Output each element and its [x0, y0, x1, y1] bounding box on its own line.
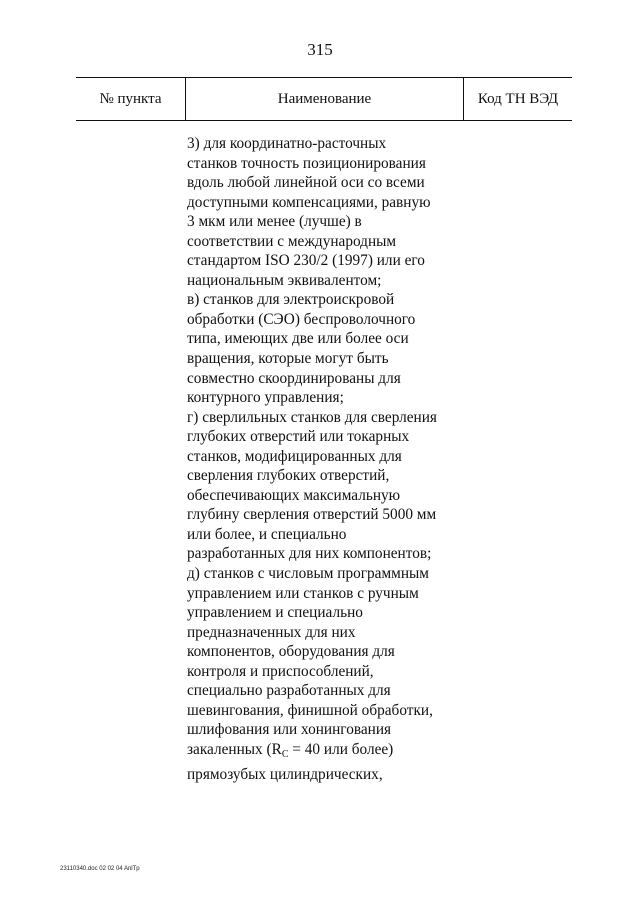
text-line: управлением или станков с ручным: [187, 584, 419, 602]
text-line: стандартом ISO 230/2 (1997) или его: [187, 252, 425, 270]
text-line: вращения, которые могут быть: [187, 350, 389, 368]
text-line: компонентов, оборудования для: [187, 643, 395, 661]
text-line: соответствии с международным: [187, 232, 397, 250]
text-line: 3 мкм или менее (лучше) в: [187, 213, 362, 231]
text-line: станков точность позиционирования: [187, 154, 426, 172]
text-line: г) сверлильных станков для сверления: [187, 408, 437, 426]
text-line: управлением и специально: [187, 604, 363, 622]
text-line: шевингования, финишной обработки,: [187, 701, 433, 719]
text-line: шлифования или хонингования: [187, 721, 392, 739]
text-line: глубоких отверстий или токарных: [187, 428, 410, 446]
text-line: контроля и приспособлений,: [187, 662, 374, 680]
text-line: национальным эквивалентом;: [187, 271, 382, 289]
text-line: обеспечивающих максимальную: [187, 486, 401, 504]
text-line: д) станков с числовым программным: [187, 565, 429, 583]
rockwell-subscript: C: [281, 748, 289, 760]
table-header: [76, 77, 572, 121]
text-line: сверления глубоких отверстий,: [187, 467, 390, 485]
text-line-hardened: [187, 740, 477, 765]
text-line: станков, модифицированных для: [187, 447, 402, 465]
page-number: 315: [307, 40, 333, 59]
footer-doc-code: 23110340.doc 02 02 04 AnlTp: [60, 866, 140, 872]
header-name: Наименование: [277, 91, 372, 107]
text-line: прямозубых цилиндрических,: [187, 765, 383, 783]
text-line: или более, и специально: [187, 525, 347, 543]
text-line: глубину сверления отверстий 5000 мм: [187, 506, 437, 524]
hardened-prefix: закаленных (R: [187, 740, 282, 758]
text-line: в) станков для электроискровой: [187, 291, 395, 309]
header-code: Код ТН ВЭД: [477, 91, 559, 107]
text-line: специально разработанных для: [187, 682, 391, 700]
text-line: 3) для координатно-расточных: [187, 135, 387, 152]
text-line: обработки (СЭО) беспроволочного: [187, 310, 416, 328]
text-line: типа, имеющих две или более оси: [187, 330, 409, 348]
header-item-number: № пункта: [99, 91, 162, 107]
text-line: совместно скоординированы для: [187, 369, 401, 387]
hardened-suffix: = 40 или более): [288, 740, 394, 758]
text-line: предназначенных для них: [187, 623, 356, 641]
body-text: [187, 134, 477, 784]
text-line: разработанных для них компонентов;: [187, 545, 432, 563]
text-line: доступными компенсациями, равную: [187, 193, 431, 211]
text-line: контурного управления;: [187, 389, 344, 407]
text-line: вдоль любой линейной оси со всеми: [187, 174, 425, 192]
